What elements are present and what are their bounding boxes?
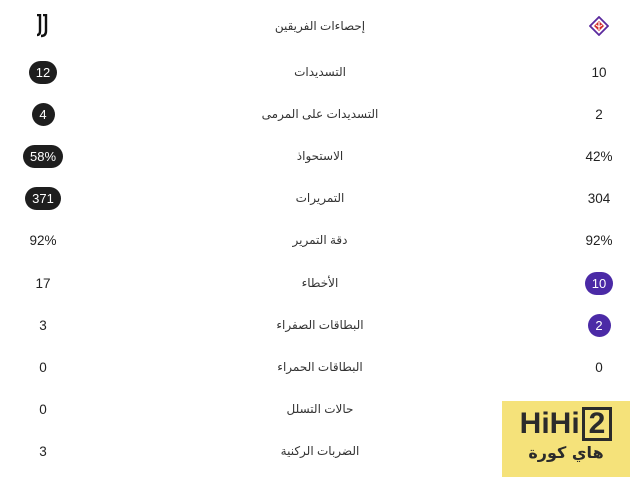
stat-label: البطاقات الحمراء: [277, 360, 363, 374]
stat-label: الضربات الركنية: [280, 444, 360, 458]
juventus-logo-icon: [18, 9, 68, 43]
away-value: 92%: [585, 232, 613, 248]
stat-row-yellow-cards: [0, 308, 640, 342]
stat-row-shots-on-target: [0, 97, 640, 131]
home-value: 371: [25, 187, 61, 210]
watermark-arabic: هاي كورة: [528, 443, 604, 462]
home-value: 3: [39, 317, 47, 333]
away-value: 304: [587, 190, 611, 206]
home-value: 4: [32, 103, 55, 126]
stat-row-shots: [0, 55, 640, 89]
stat-label: دقة التمرير: [292, 233, 348, 247]
home-value: 92%: [29, 232, 57, 248]
hihi2-watermark-logo: [502, 401, 630, 477]
watermark-digit: 2: [582, 407, 613, 441]
stat-label: التمريرات: [295, 191, 345, 205]
stat-row-possession: [0, 139, 640, 173]
home-value: 0: [39, 401, 47, 417]
home-value: 58%: [23, 145, 63, 168]
home-value: 12: [29, 61, 57, 84]
away-value: 0: [595, 359, 603, 375]
away-value: 2: [588, 314, 611, 337]
stat-row-fouls: [0, 266, 640, 300]
away-value: 10: [591, 64, 607, 80]
stat-row-pass-accuracy: [0, 223, 640, 257]
stat-label: التسديدات على المرمى: [261, 107, 379, 121]
home-value: 0: [39, 359, 47, 375]
stat-label: البطاقات الصفراء: [276, 318, 364, 332]
away-value: 2: [595, 106, 603, 122]
stat-label: الاستحواذ: [296, 149, 344, 163]
stat-label: التسديدات: [294, 65, 346, 79]
away-value: 10: [585, 272, 613, 295]
stat-label: الأخطاء: [301, 276, 339, 290]
stat-row-red-cards: [0, 350, 640, 384]
watermark-latin: HiHi: [519, 407, 580, 440]
away-value: 42%: [585, 148, 613, 164]
stat-label: حالات التسلل: [286, 402, 354, 416]
fiorentina-logo-icon: [574, 9, 624, 43]
home-value: 3: [39, 443, 47, 459]
stats-title: إحصاءات الفريقين: [274, 19, 366, 33]
home-value: 17: [35, 275, 51, 291]
header-row: [0, 9, 640, 43]
stat-row-passes: [0, 181, 640, 215]
